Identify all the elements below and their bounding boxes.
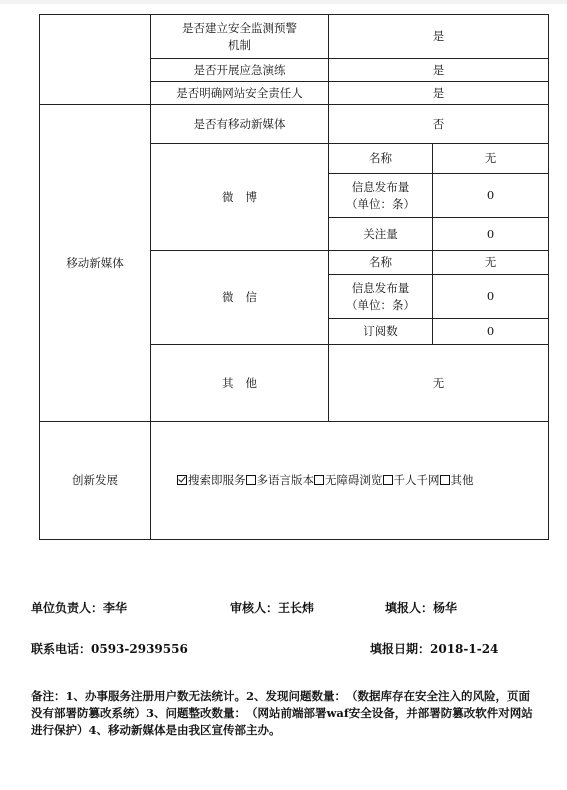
table-row	[40, 105, 549, 144]
wechat-name-value: 无	[433, 251, 549, 275]
section-cell-empty	[40, 15, 151, 105]
wechat-posts-label-line1: 信息发布量	[351, 280, 410, 295]
responsible-value: 是	[329, 82, 549, 105]
filler: 填报人：杨华	[385, 601, 458, 615]
unit-head: 单位负责人：李华	[31, 601, 128, 615]
innovation-checkbox-2[interactable]	[314, 475, 324, 485]
wechat-subs-label: 订阅数	[329, 319, 433, 345]
website-report-table	[39, 14, 549, 540]
monitoring-label-line1: 是否建立安全监测预警	[182, 20, 297, 35]
has-mobile-value: 否	[329, 105, 549, 144]
contact-phone: 联系电话：0593-2939556	[31, 642, 188, 656]
has-mobile-label: 是否有移动新媒体	[151, 105, 329, 144]
weibo-posts-label-line1: 信息发布量	[351, 179, 410, 194]
wechat-label: 微信	[151, 251, 329, 345]
weibo-followers-label: 关注量	[329, 218, 433, 251]
innovation-option-2: 无障碍浏览	[325, 473, 383, 487]
innovation-checkbox-0[interactable]	[177, 475, 187, 485]
other-value: 无	[329, 345, 549, 422]
weibo-posts-label-line2: （单位：条）	[346, 196, 415, 211]
reviewer: 审核人：王长炜	[230, 601, 315, 615]
innovation-label: 创新发展	[40, 422, 151, 540]
other-label: 其他	[151, 345, 329, 422]
table-row	[40, 422, 549, 540]
monitoring-value: 是	[329, 15, 549, 59]
weibo-label: 微博	[151, 144, 329, 251]
innovation-checkbox-1[interactable]	[246, 475, 256, 485]
innovation-option-1: 多语言版本	[256, 473, 314, 487]
innovation-checkbox-3[interactable]	[383, 475, 393, 485]
drill-label: 是否开展应急演练	[151, 59, 329, 82]
monitoring-label-line2: 机制	[228, 37, 251, 52]
weibo-name-value: 无	[433, 144, 549, 174]
responsible-label: 是否明确网站安全责任人	[151, 82, 329, 105]
table-row	[40, 15, 549, 59]
wechat-name-label: 名称	[329, 251, 433, 275]
top-border	[0, 0, 567, 4]
weibo-posts-value: 0	[433, 174, 549, 218]
weibo-name-label: 名称	[329, 144, 433, 174]
mobile-section-label: 移动新媒体	[40, 105, 151, 422]
weibo-posts-label	[329, 174, 433, 218]
wechat-posts-label	[329, 275, 433, 319]
innovation-options	[151, 422, 549, 540]
wechat-posts-value: 0	[433, 275, 549, 319]
remarks: 备注：1、办事服务注册用户数无法统计。2、发现问题数量： （数据库存在安全注入的风险，页面没有部署防篡改系统）3、问题整改数量： （网站前端部署waf安全设备，并部署防篡改软件对网站进行保护）4、移动新媒体是由我区宣传部主办。	[31, 689, 533, 737]
innovation-option-3: 千人千网	[393, 473, 440, 487]
monitoring-label	[151, 15, 329, 59]
wechat-posts-label-line2: （单位：条）	[346, 297, 415, 312]
weibo-followers-value: 0	[433, 218, 549, 251]
innovation-checkbox-4[interactable]	[440, 475, 450, 485]
fill-date: 填报日期：2018-1-24	[370, 642, 499, 656]
innovation-option-0: 搜索即服务	[188, 473, 246, 487]
innovation-option-4: 其他	[450, 473, 474, 487]
drill-value: 是	[329, 59, 549, 82]
wechat-subs-value: 0	[433, 319, 549, 345]
